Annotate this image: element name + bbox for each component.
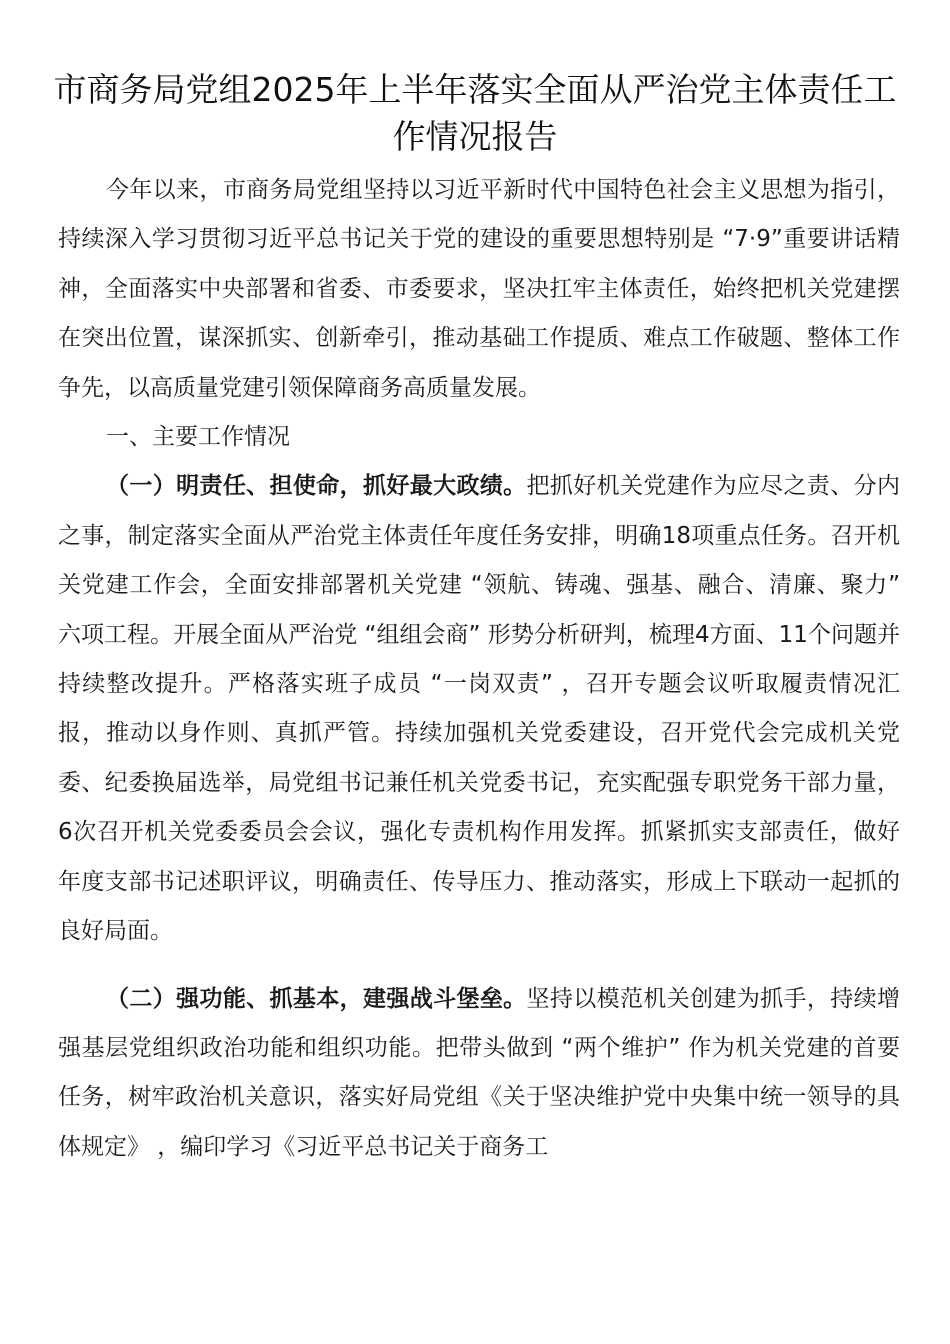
paragraph-2-text: 坚持以模范机关创建为抓手，持续增强基层党组织政治功能和组织功能。把带头做到 “两个维护” 作为机关党建的首要任务，树牢政治机关意识，落实好局党组《关于坚决维护党中央集中统一领导的具体规定》 ，编印学习《习近平总书记关于商务工: [58, 985, 901, 1160]
document-body: [58, 166, 900, 1172]
section-heading: 一、主要工作情况: [106, 424, 290, 451]
document-title: 市商务局党组2025年上半年落实全面从严治党主体责任工作情况报告: [53, 70, 897, 156]
paragraph-1-lead: （一）明责任、担使命，抓好最大政绩。: [106, 473, 527, 500]
paragraph-2-lead: （二）强功能、抓基本，建强战斗堡垒。: [106, 985, 527, 1012]
paragraph-1: [58, 462, 900, 956]
paragraph-1-text: 把抓好机关党建作为应尽之责、分内之事，制定落实全面从严治党主体责任年度任务安排，明确18项重点任务。召开机关党建工作会，全面安排部署机关党建 “领航、铸魂、强基、融合、清廉、聚力” 六项工程。开展全面从严治党 “组组会商” 形势分析研判，梳理4方面、11个问题并持续整改提升。严格落实班子成员 “一岗双责” ，召开专题会议听取履责情况汇报，推动以身作则、真抓严管。持续加强机关党委建设，召开党代会完成机关党委、纪委换届选举，局党组书记兼任机关党委书记，充实配强专职党务干部力量，6次召开机关党委委员会会议，强化专责机构作用发挥。抓紧抓实支部责任，做好年度支部书记述职评议，明确责任、传导压力、推动落实，形成上下联动一起抓的良好局面。: [58, 473, 901, 945]
paragraph-2: [58, 975, 900, 1173]
intro-paragraph: 今年以来，市商务局党组坚持以习近平新时代中国特色社会主义思想为指引，持续深入学习贯彻习近平总书记关于党的建设的重要思想特别是 “7·9”重要讲话精神，全面落实中央部署和省委、市委要求，坚决扛牢主体责任，始终把机关党建摆在突出位置，谋深抓实、创新牵引，推动基础工作提质、难点工作破题、整体工作争先，以高质量党建引领保障商务高质量发展。: [58, 177, 900, 401]
